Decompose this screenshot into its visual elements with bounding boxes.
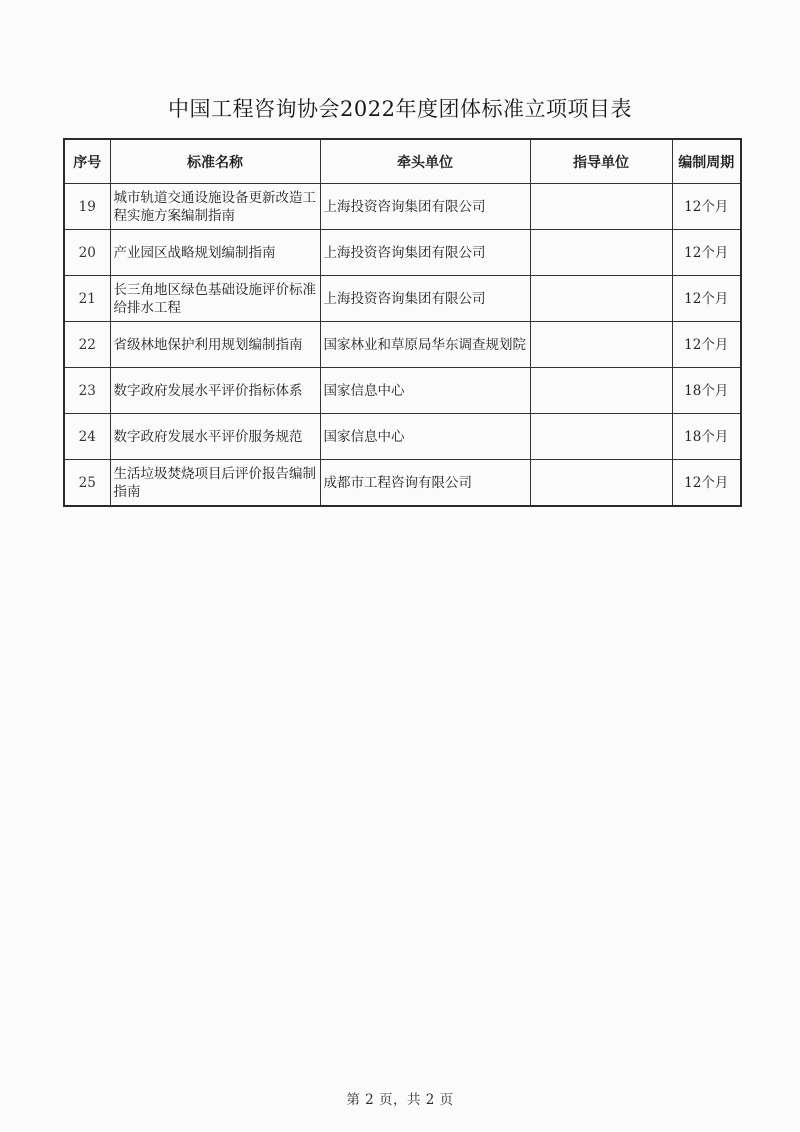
table-row: [64, 276, 741, 322]
guide-unit: [530, 184, 672, 230]
lead-unit: 成都市工程咨询有限公司: [320, 460, 530, 507]
guide-unit: [530, 368, 672, 414]
standard-name: 省级林地保护利用规划编制指南: [110, 322, 320, 368]
header-lead-unit: 牵头单位: [320, 139, 530, 184]
table-row: [64, 230, 741, 276]
page-footer: 第 2 页，共 2 页: [346, 1092, 454, 1108]
standard-name: 数字政府发展水平评价服务规范: [110, 414, 320, 460]
page-title: 中国工程咨询协会2022年度团体标准立项项目表: [168, 97, 632, 121]
guide-unit: [530, 322, 672, 368]
period: 18个月: [672, 414, 741, 460]
standard-name: 产业园区战略规划编制指南: [110, 230, 320, 276]
period: 18个月: [672, 368, 741, 414]
table-row: [64, 322, 741, 368]
lead-unit: 上海投资咨询集团有限公司: [320, 276, 530, 322]
guide-unit: [530, 414, 672, 460]
lead-unit: 上海投资咨询集团有限公司: [320, 230, 530, 276]
period: 12个月: [672, 230, 741, 276]
guide-unit: [530, 230, 672, 276]
lead-unit: 国家信息中心: [320, 368, 530, 414]
row-number: 25: [64, 460, 110, 507]
table-row: [64, 368, 741, 414]
row-number: 24: [64, 414, 110, 460]
period: 12个月: [672, 184, 741, 230]
row-number: 21: [64, 276, 110, 322]
standard-name: 数字政府发展水平评价指标体系: [110, 368, 320, 414]
table-row: [64, 414, 741, 460]
row-number: 19: [64, 184, 110, 230]
guide-unit: [530, 276, 672, 322]
standard-name: 长三角地区绿色基础设施评价标准 给排水工程: [110, 276, 320, 322]
header-guide-unit: 指导单位: [530, 139, 672, 184]
lead-unit: 上海投资咨询集团有限公司: [320, 184, 530, 230]
guide-unit: [530, 460, 672, 507]
lead-unit: 国家林业和草原局华东调查规划院: [320, 322, 530, 368]
header-serial-number: 序号: [64, 139, 110, 184]
table-row: [64, 184, 741, 230]
lead-unit: 国家信息中心: [320, 414, 530, 460]
period: 12个月: [672, 460, 741, 507]
period: 12个月: [672, 276, 741, 322]
table-row: [64, 460, 741, 507]
header-standard-name: 标准名称: [110, 139, 320, 184]
standards-table: [63, 138, 742, 507]
table-header-row: [64, 139, 741, 184]
header-period: 编制周期: [672, 139, 741, 184]
standard-name: 城市轨道交通设施设备更新改造工程实施方案编制指南: [110, 184, 320, 230]
row-number: 20: [64, 230, 110, 276]
row-number: 23: [64, 368, 110, 414]
row-number: 22: [64, 322, 110, 368]
period: 12个月: [672, 322, 741, 368]
standard-name: 生活垃圾焚烧项目后评价报告编制指南: [110, 460, 320, 507]
